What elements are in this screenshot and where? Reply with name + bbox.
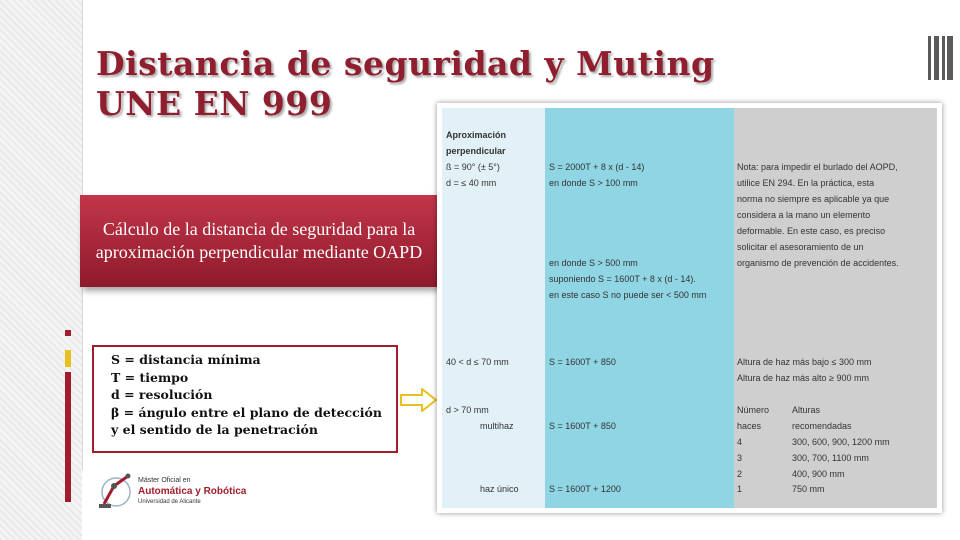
beam-heights: 300, 700, 1100 mm bbox=[792, 453, 869, 463]
col1-multihaz: multihaz bbox=[480, 421, 514, 431]
col1-haz-unico: haz único bbox=[480, 484, 519, 494]
formula-2-assumption: suponiendo S = 1600T + 8 x (d - 14). bbox=[549, 274, 696, 284]
header-numero: Número bbox=[737, 405, 770, 415]
col1-heading-2: perpendicular bbox=[446, 146, 506, 156]
formula-1: S = 2000T + 8 x (d - 14) bbox=[549, 162, 645, 172]
beam-heights: 400, 900 mm bbox=[792, 469, 845, 479]
beam-height-high: Altura de haz más alto ≥ 900 mm bbox=[737, 373, 869, 383]
note-line: considera a la mano un elemento bbox=[737, 210, 871, 220]
beam-count: 1 bbox=[737, 484, 743, 494]
col1-heading-1: Aproximación bbox=[446, 130, 507, 140]
beam-heights: 750 mm bbox=[792, 484, 825, 494]
header-recomendadas: recomendadas bbox=[792, 421, 852, 431]
col1-d40-70: 40 < d ≤ 70 mm bbox=[446, 357, 509, 367]
arrow-right-icon bbox=[400, 388, 438, 412]
table-column-approach bbox=[442, 108, 545, 508]
beam-count: 2 bbox=[737, 469, 743, 479]
beam-height-low: Altura de haz más bajo ≤ 300 mm bbox=[737, 357, 872, 367]
legend-item: T = tiempo bbox=[111, 369, 189, 385]
logo-line-2: Automática y Robótica bbox=[138, 486, 247, 497]
accent-bar-red-2 bbox=[65, 372, 71, 502]
formula-5: S = 1600T + 1200 bbox=[549, 484, 621, 494]
legend-item: S = distancia mínima bbox=[111, 352, 261, 367]
col1-d40: d = ≤ 40 mm bbox=[446, 178, 497, 188]
note-line: Nota: para impedir el burlado del AOPD, bbox=[737, 162, 898, 172]
bars-icon bbox=[928, 36, 954, 80]
col1-beta: ß = 90° (± 5°) bbox=[446, 162, 500, 172]
beam-count: 3 bbox=[737, 453, 743, 463]
beam-heights: 300, 600, 900, 1200 mm bbox=[792, 437, 890, 447]
legend-box bbox=[92, 345, 398, 453]
note-line: norma no siempre es aplicable ya que bbox=[737, 194, 890, 204]
standard-table-image bbox=[437, 103, 942, 513]
title-line-1: Distancia de seguridad y Muting bbox=[96, 44, 715, 83]
note-line: deformable. En este caso, es preciso bbox=[737, 226, 886, 236]
formula-2-condition: en donde S > 500 mm bbox=[549, 258, 638, 268]
legend-item: d = resolución bbox=[111, 387, 213, 402]
robot-arm-icon bbox=[96, 462, 136, 516]
callout-text: Cálculo de la distancia de seguridad para la aproximación perpendicular mediante OAPD bbox=[95, 219, 423, 262]
university-logo bbox=[96, 462, 247, 516]
formula-1-condition: en donde S > 100 mm bbox=[549, 178, 638, 188]
logo-line-3: Universidad de Alicante bbox=[138, 499, 201, 505]
note-line: solicitar el asesoramiento de un bbox=[737, 242, 864, 252]
formula-3: S = 1600T + 850 bbox=[549, 357, 616, 367]
col1-d70: d > 70 mm bbox=[446, 405, 489, 415]
logo-line-1: Máster Oficial en bbox=[138, 477, 191, 484]
header-haces: haces bbox=[737, 421, 762, 431]
note-line: organismo de prevención de accidentes. bbox=[737, 258, 899, 268]
formula-2-note: en este caso S no puede ser < 500 mm bbox=[549, 290, 707, 300]
title-line-2: UNE EN 999 bbox=[96, 84, 333, 123]
header-alturas: Alturas bbox=[792, 405, 821, 415]
table-column-formula bbox=[545, 108, 734, 508]
legend-item: β = ángulo entre el plano de detección bbox=[111, 404, 382, 420]
table-column-notes bbox=[734, 108, 937, 508]
note-line: utilice EN 294. En la práctica, esta bbox=[737, 178, 875, 188]
beam-count: 4 bbox=[737, 437, 743, 447]
formula-4: S = 1600T + 850 bbox=[549, 421, 616, 431]
callout-box bbox=[80, 195, 438, 287]
accent-bar-yellow bbox=[65, 350, 71, 367]
accent-bar-red-1 bbox=[65, 330, 71, 336]
legend-item: y el sentido de la penetración bbox=[111, 422, 318, 437]
